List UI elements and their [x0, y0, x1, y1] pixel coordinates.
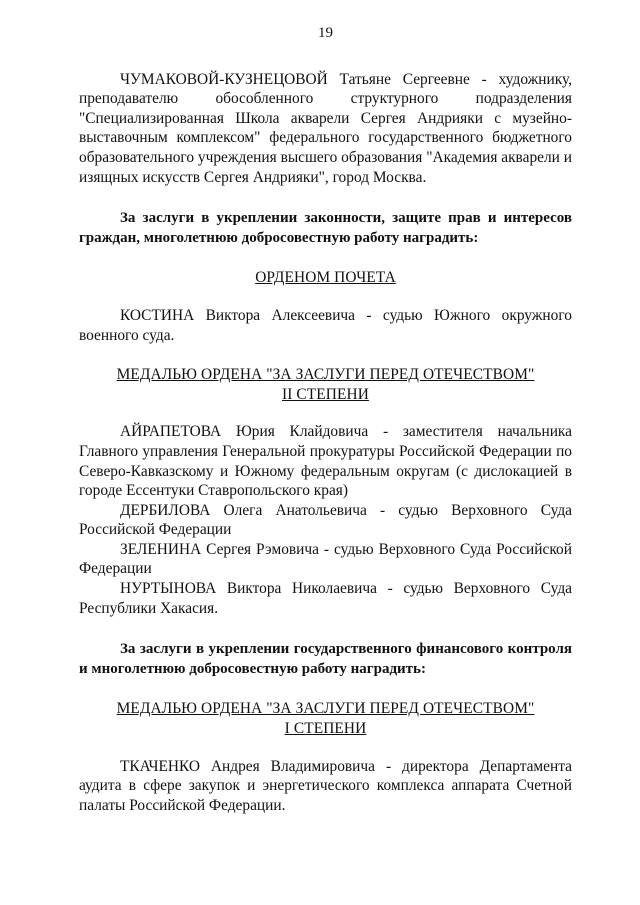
award-entry-nurtynov: НУРТЫНОВА Виктора Николаевича - судью Верховного Суда Республики Хакасия.: [79, 580, 572, 617]
award-entry-chumakova: ЧУМАКОВОЙ-КУЗНЕЦОВОЙ Татьяне Сергеевне - художнику, преподавателю обособленного структурного подразделения "Специализированная Школа акварели Сергея Андрияки с музейно-выставочным комплексом" федерального государственного бюджетного образовательного учреждения высшего образования "Академия акварели и изящных искусств Сергея Андрияки", город Москва.: [79, 70, 572, 186]
award-title-degree: I СТЕПЕНИ: [284, 720, 367, 738]
award-title-degree: II СТЕПЕНИ: [282, 385, 369, 403]
award-entry-derbilov: ДЕРБИЛОВА Олега Анатольевича - судью Верховного Суда Российской Федерации: [79, 501, 572, 539]
award-title-line: МЕДАЛЬЮ ОРДЕНА "ЗА ЗАСЛУГИ ПЕРЕД ОТЕЧЕСТВОМ": [116, 700, 535, 718]
merit-intro-legality: За заслуги в укреплении законности, защите прав и интересов граждан, многолетнюю добросовестную работу наградить:: [79, 210, 572, 246]
award-entry-ayrapetov: АЙРАПЕТОВА Юрия Клайдовича - заместителя начальника Главного управления Генеральной прокуратуры Российской Федерации по Северо-Кавказскому и Южному федеральным округам (с дислокацией в городе Ессентуки Ставропольского края): [79, 423, 572, 500]
award-entry-tkachenko: ТКАЧЕНКО Андрея Владимировича - директора Департамента аудита в сфере закупок и энергетического комплекса аппарата Счетной палаты Российской Федерации.: [79, 757, 572, 814]
page-number: 19: [318, 25, 333, 41]
award-title-medal-1st-degree: [79, 699, 572, 738]
award-title-line: МЕДАЛЬЮ ОРДЕНА "ЗА ЗАСЛУГИ ПЕРЕД ОТЕЧЕСТВОМ": [116, 366, 535, 384]
award-entry-zelenin: ЗЕЛЕНИНА Сергея Рэмовича - судью Верховного Суда Российской Федерации: [79, 540, 572, 578]
merit-intro-financial-control: За заслуги в укреплении государственного финансового контроля и многолетнюю добросовестную работу наградить:: [79, 641, 572, 677]
award-title-line: ОРДЕНОМ ПОЧЕТА: [255, 269, 396, 287]
award-title-order-of-honor: [79, 268, 572, 288]
award-entry-kostin: КОСТИНА Виктора Алексеевича - судью Южного окружного военного суда.: [79, 306, 572, 344]
award-title-medal-2nd-degree: [79, 365, 572, 404]
